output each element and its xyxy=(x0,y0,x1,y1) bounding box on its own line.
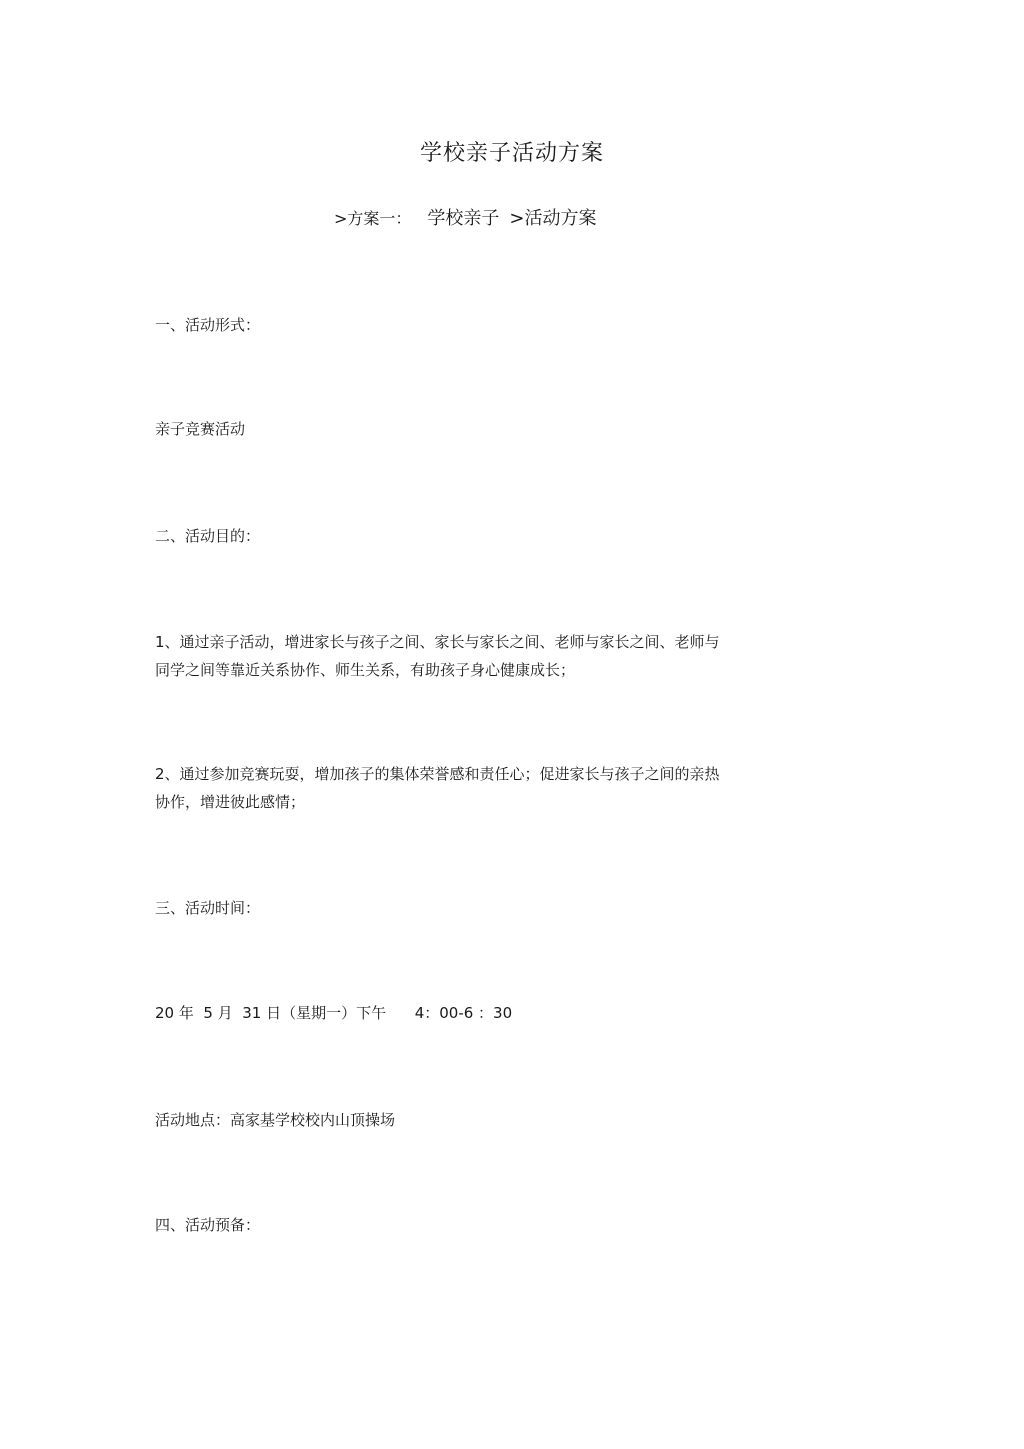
document-subtitle xyxy=(334,204,597,230)
purpose-1-line-2: 同学之间等靠近关系协作、师生关系，有助孩子身心健康成长； xyxy=(155,661,576,679)
subtitle-part-2: 学校亲子 xyxy=(427,208,500,229)
section-2-heading: 二、活动目的： xyxy=(155,527,261,545)
section-4-heading: 四、活动预备： xyxy=(155,1216,261,1234)
purpose-paragraph-2 xyxy=(155,760,795,816)
purpose-2-line-1: 2、通过参加竞赛玩耍，增加孩子的集体荣誉感和责任心；促进家长与孩子之间的亲热 xyxy=(155,765,720,783)
activity-location: 活动地点：高家基学校校内山顶操场 xyxy=(155,1111,396,1129)
subtitle-part-1: >方案一： xyxy=(334,209,412,228)
purpose-2-line-2: 协作，增进彼此感情； xyxy=(155,793,306,811)
purpose-1-line-1: 1、通过亲子活动，增进家长与孩子之间、家长与家长之间、老师与家长之间、老师与 xyxy=(155,633,720,651)
section-1-body: 亲子竞赛活动 xyxy=(155,420,246,438)
section-3-heading: 三、活动时间： xyxy=(155,899,261,917)
document-title: 学校亲子活动方案 xyxy=(419,141,604,166)
subtitle-part-3: >活动方案 xyxy=(509,208,597,229)
purpose-paragraph-1 xyxy=(155,628,795,684)
section-1-heading: 一、活动形式： xyxy=(155,316,261,334)
activity-time: 20 年 5 月 31 日（星期一）下午 4：00-6 ：30 xyxy=(155,1004,513,1022)
